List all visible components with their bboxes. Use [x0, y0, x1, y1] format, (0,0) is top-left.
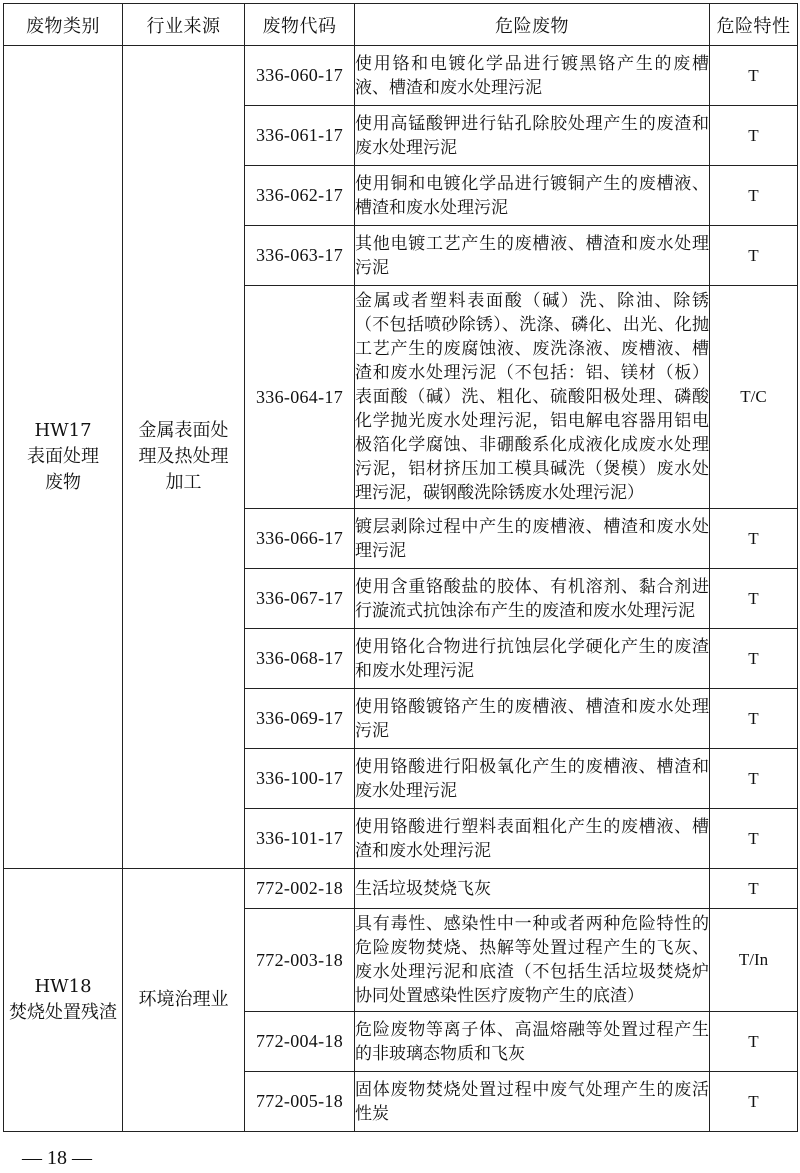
waste-description: 使用铬酸镀铬产生的废槽液、槽渣和废水处理污泥 [355, 689, 710, 749]
industry-line: 理及热处理 [138, 446, 229, 467]
waste-description: 镀层剥除过程中产生的废槽液、槽渣和废水处理污泥 [355, 509, 710, 569]
table-row [4, 869, 798, 909]
waste-description: 使用铜和电镀化学品进行镀铜产生的废槽液、槽渣和废水处理污泥 [355, 166, 710, 226]
waste-code: 336-101-17 [245, 809, 355, 869]
waste-code: 336-067-17 [245, 569, 355, 629]
hazard-property: T/In [710, 909, 798, 1012]
header-hazard: 危险废物 [355, 4, 710, 46]
category-code: HW18 [34, 976, 92, 997]
industry-cell-metal-surface [123, 46, 245, 869]
header-industry: 行业来源 [123, 4, 245, 46]
industry-line: 金属表面处 [138, 420, 229, 441]
waste-description: 具有毒性、感染性中一种或者两种危险特性的危险废物焚烧、热解等处置过程产生的飞灰、废水处理污泥和底渣（不包括生活垃圾焚烧炉协同处置感染性医疗废物产生的底渣） [355, 909, 710, 1012]
hazard-property: T [710, 689, 798, 749]
hazard-property: T [710, 569, 798, 629]
waste-description: 其他电镀工艺产生的废槽液、槽渣和废水处理污泥 [355, 226, 710, 286]
table-row [4, 46, 798, 106]
hazard-property: T [710, 629, 798, 689]
waste-description: 固体废物焚烧处置过程中废气处理产生的废活性炭 [355, 1072, 710, 1132]
category-name-line: 表面处理 [27, 446, 99, 467]
category-cell-hw18 [4, 869, 123, 1132]
header-code: 废物代码 [245, 4, 355, 46]
waste-description: 生活垃圾焚烧飞灰 [355, 869, 710, 909]
waste-code: 336-066-17 [245, 509, 355, 569]
hazard-property: T [710, 46, 798, 106]
waste-description: 使用铬酸进行阳极氧化产生的废槽液、槽渣和废水处理污泥 [355, 749, 710, 809]
waste-code: 772-005-18 [245, 1072, 355, 1132]
page-number: — 18 — [22, 1147, 92, 1169]
hazard-property: T [710, 166, 798, 226]
table-header-row [4, 4, 798, 46]
category-code: HW17 [34, 420, 92, 441]
category-cell-hw17 [4, 46, 123, 869]
hazard-property: T [710, 1012, 798, 1072]
industry-line: 加工 [165, 472, 202, 493]
waste-description: 使用铬和电镀化学品进行镀黑铬产生的废槽液、槽渣和废水处理污泥 [355, 46, 710, 106]
waste-code: 772-004-18 [245, 1012, 355, 1072]
hazard-property: T [710, 106, 798, 166]
waste-description: 金属或者塑料表面酸（碱）洗、除油、除锈（不包括喷砂除锈）、洗涤、磷化、出光、化抛工艺产生的废腐蚀液、废洗涤液、废槽液、槽渣和废水处理污泥（不包括：铝、镁材（板）表面酸（碱）洗、粗化、硫酸阳极处理、磷酸化学抛光废水处理污泥，铝电解电容器用铝电极箔化学腐蚀、非硼酸系化成液化成废水处理污泥，铝材挤压加工模具碱洗（煲模）废水处理污泥，碳钢酸洗除锈废水处理污泥） [355, 286, 710, 509]
waste-code: 772-003-18 [245, 909, 355, 1012]
hazard-property: T/C [710, 286, 798, 509]
hazard-property: T [710, 226, 798, 286]
waste-code: 772-002-18 [245, 869, 355, 909]
waste-code: 336-062-17 [245, 166, 355, 226]
waste-code: 336-100-17 [245, 749, 355, 809]
category-name-line: 废物 [45, 472, 81, 493]
hazard-property: T [710, 509, 798, 569]
waste-code: 336-064-17 [245, 286, 355, 509]
hazardous-waste-table [3, 3, 798, 1132]
hazard-property: T [710, 869, 798, 909]
header-category: 废物类别 [4, 4, 123, 46]
waste-description: 使用铬化合物进行抗蚀层化学硬化产生的废渣和废水处理污泥 [355, 629, 710, 689]
waste-code: 336-069-17 [245, 689, 355, 749]
waste-code: 336-060-17 [245, 46, 355, 106]
hazard-property: T [710, 749, 798, 809]
waste-description: 使用含重铬酸盐的胶体、有机溶剂、黏合剂进行漩流式抗蚀涂布产生的废渣和废水处理污泥 [355, 569, 710, 629]
industry-cell-environment [123, 869, 245, 1132]
waste-description: 使用高锰酸钾进行钻孔除胶处理产生的废渣和废水处理污泥 [355, 106, 710, 166]
hazard-property: T [710, 809, 798, 869]
hazard-property: T [710, 1072, 798, 1132]
waste-description: 危险废物等离子体、高温熔融等处置过程产生的非玻璃态物质和飞灰 [355, 1012, 710, 1072]
header-property: 危险特性 [710, 4, 798, 46]
industry-line: 环境治理业 [138, 989, 229, 1010]
waste-code: 336-063-17 [245, 226, 355, 286]
waste-code: 336-068-17 [245, 629, 355, 689]
category-name: 焚烧处置残渣 [9, 1002, 117, 1023]
waste-code: 336-061-17 [245, 106, 355, 166]
waste-description: 使用铬酸进行塑料表面粗化产生的废槽液、槽渣和废水处理污泥 [355, 809, 710, 869]
